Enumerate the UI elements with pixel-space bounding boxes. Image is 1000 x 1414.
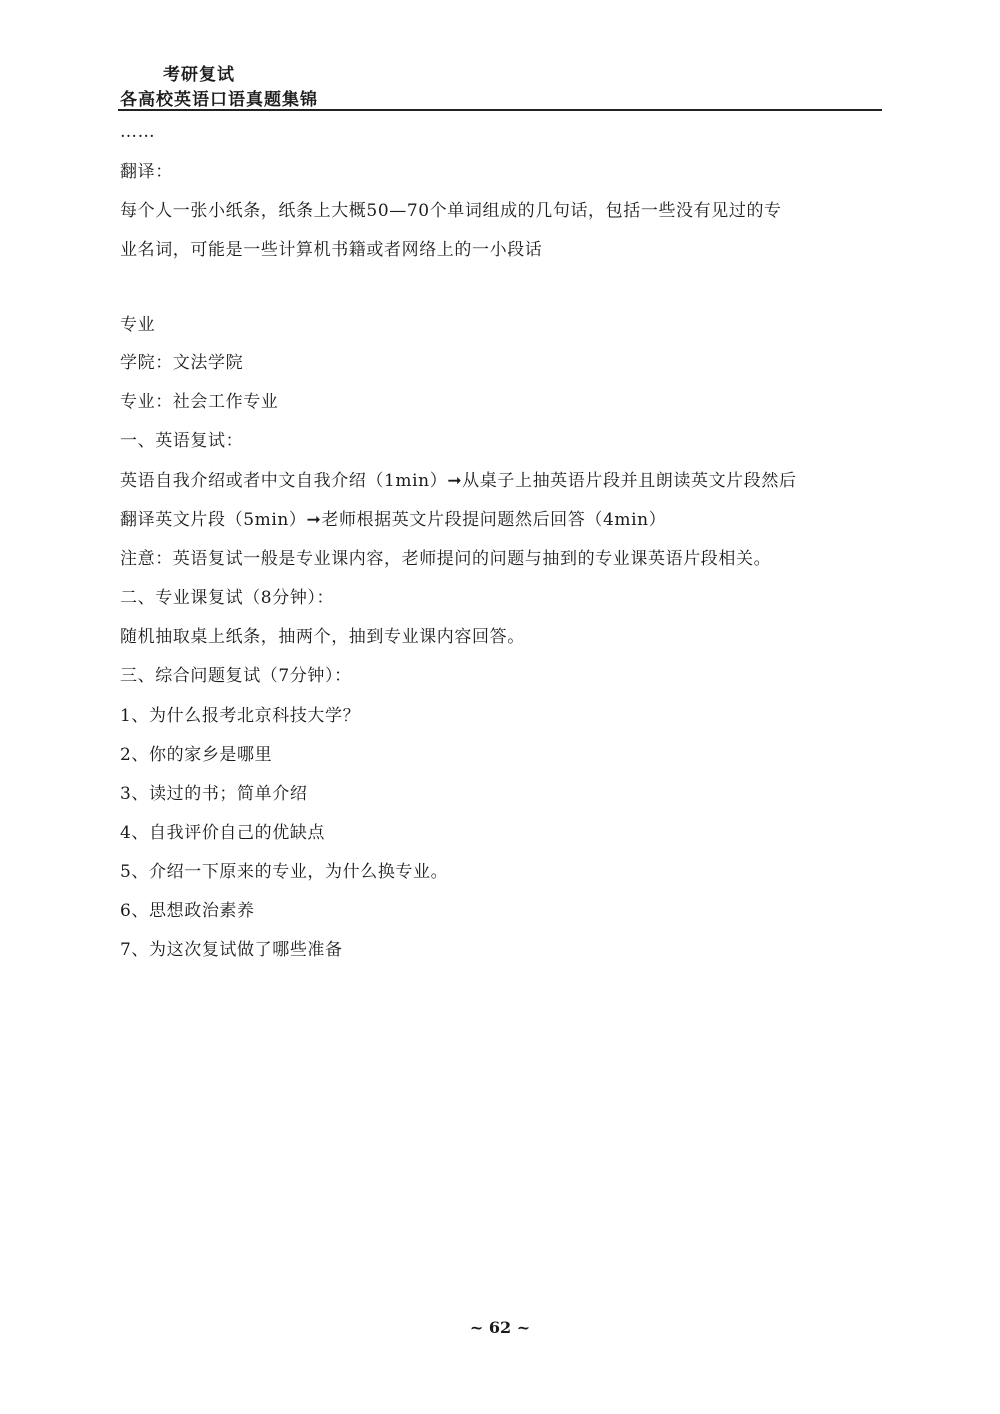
major-course-heading: 二、专业课复试（8分钟）：: [120, 588, 335, 608]
college-line: 学院：文法学院: [120, 353, 244, 373]
list-item: 1、为什么报考北京科技大学？: [120, 706, 361, 726]
english-retest-heading: 一、英语复试：: [120, 431, 244, 451]
list-item: 7、为这次复试做了哪些准备: [120, 940, 343, 960]
major-line: 专业：社会工作专业: [120, 392, 279, 412]
paragraph-line: 随机抽取桌上纸条，抽两个，抽到专业课内容回答。: [120, 627, 525, 647]
header-title: 考研复试: [163, 65, 235, 85]
section-heading: 专业: [120, 315, 156, 335]
list-item: 3、读过的书；简单介绍: [120, 784, 308, 804]
note-line: 注意：英语复试一般是专业课内容，老师提问的问题与抽到的专业课英语片段相关。: [120, 549, 772, 569]
paragraph-line: 业名词，可能是一些计算机书籍或者网络上的一小段话: [120, 240, 543, 260]
ellipsis-line: ……: [120, 122, 156, 142]
paragraph-line: 英语自我介绍或者中文自我介绍（1min）➞从桌子上抽英语片段并且朗读英文片段然后: [120, 471, 797, 491]
header-subtitle: 各高校英语口语真题集锦: [120, 90, 318, 110]
translation-heading: 翻译：: [120, 162, 173, 182]
list-item: 4、自我评价自己的优缺点: [120, 823, 326, 843]
paragraph-line: 翻译英文片段（5min）➞老师根据英文片段提问题然后回答（4min）: [120, 510, 667, 530]
header-divider: [118, 109, 882, 111]
paragraph-line: 每个人一张小纸条，纸条上大概50—70个单词组成的几句话，包括一些没有见过的专: [120, 201, 782, 221]
list-item: 2、你的家乡是哪里: [120, 745, 273, 765]
list-item: 5、介绍一下原来的专业，为什么换专业。: [120, 862, 449, 882]
comprehensive-heading: 三、综合问题复试（7分钟）：: [120, 666, 352, 686]
list-item: 6、思想政治素养: [120, 901, 255, 921]
page-number: ~ 62 ~: [469, 1318, 531, 1337]
